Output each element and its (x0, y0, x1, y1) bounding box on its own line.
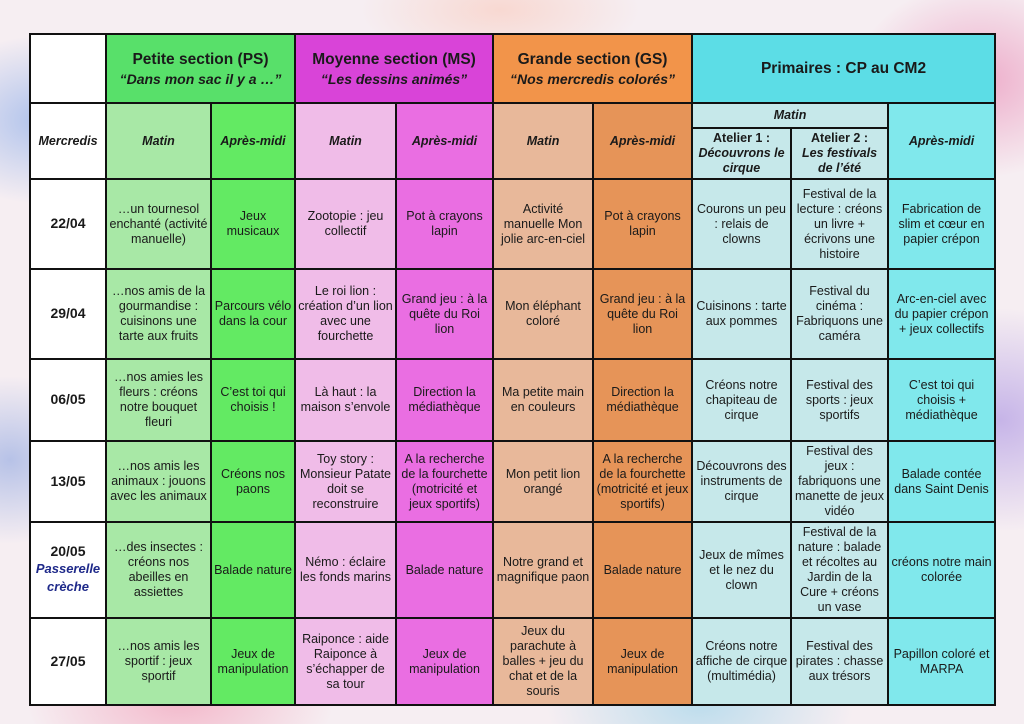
ms-matin-cell: Toy story : Monsieur Patate doit se reconstruire (295, 441, 396, 522)
section-header-row (30, 34, 995, 103)
gs-matin-header: Matin (493, 103, 593, 179)
activity-schedule-table (29, 33, 996, 706)
pr-header (692, 34, 995, 103)
date-label: 22/04 (50, 215, 86, 231)
pr-apres-midi-cell: créons notre main colorée (888, 522, 995, 618)
gs-matin-cell: Ma petite main en couleurs (493, 359, 593, 441)
ps-matin-cell: …nos amies les fleurs : créons notre bouquet fleuri (106, 359, 211, 441)
pr-apres-midi-cell: Arc-en-ciel avec du papier crépon + jeux collectifs (888, 269, 995, 359)
ms-theme: “Les dessins animés” (320, 70, 468, 87)
pr-atelier2-cell: Festival de la nature : balade et récoltes au Jardin de la Cure + créons un vase (791, 522, 888, 618)
subheader-row-1 (30, 103, 995, 128)
date-label: 29/04 (50, 305, 86, 321)
table-row (30, 269, 995, 359)
table-row (30, 522, 995, 618)
atelier1-theme: Découvrons le cirque (698, 146, 785, 175)
ms-apres-midi-cell: Jeux de manipulation (396, 618, 493, 705)
ms-matin-cell: Zootopie : jeu collectif (295, 179, 396, 269)
table-row (30, 441, 995, 522)
pr-apres-midi-cell: Papillon coloré et MARPA (888, 618, 995, 705)
ms-apres-midi-cell: Direction la médiathèque (396, 359, 493, 441)
gs-matin-cell: Mon éléphant coloré (493, 269, 593, 359)
ps-apres-midi-cell: Balade nature (211, 522, 295, 618)
ms-apres-midi-header: Après-midi (396, 103, 493, 179)
gs-apres-midi-cell: Direction la médiathèque (593, 359, 692, 441)
table-row (30, 618, 995, 705)
date-cell (30, 618, 106, 705)
ms-matin-header: Matin (295, 103, 396, 179)
pr-title: Primaires : CP au CM2 (760, 59, 927, 77)
gs-apres-midi-cell: Jeux de manipulation (593, 618, 692, 705)
gs-apres-midi-cell: Pot à crayons lapin (593, 179, 692, 269)
date-label: 06/05 (50, 391, 86, 407)
atelier2-name: Atelier 2 : (811, 131, 868, 145)
atelier2-theme: Les festivals de l’été (801, 146, 878, 175)
gs-title: Grande section (GS) (517, 50, 668, 68)
pr-atelier2-cell: Festival des jeux : fabriquons une manette de jeux vidéo (791, 441, 888, 522)
table-row (30, 179, 995, 269)
pr-atelier1-cell: Découvrons des instruments de cirque (692, 441, 791, 522)
ps-matin-cell: …nos amis les animaux : jouons avec les animaux (106, 441, 211, 522)
gs-apres-midi-cell: A la recherche de la fourchette (motricité et jeux sportifs) (593, 441, 692, 522)
date-label: 20/05 (50, 543, 86, 559)
pr-atelier1-cell: Cuisinons : tarte aux pommes (692, 269, 791, 359)
gs-matin-cell: Notre grand et magnifique paon (493, 522, 593, 618)
table-row (30, 359, 995, 441)
pr-atelier1-cell: Créons notre chapiteau de cirque (692, 359, 791, 441)
ms-title: Moyenne section (MS) (312, 50, 476, 68)
ps-theme: “Dans mon sac il y a …” (119, 70, 282, 87)
ms-matin-cell: Là haut : la maison s’envole (295, 359, 396, 441)
date-cell (30, 359, 106, 441)
pr-apres-midi-cell: Fabrication de slim et cœur en papier crépon (888, 179, 995, 269)
pr-apres-midi-cell: Balade contée dans Saint Denis (888, 441, 995, 522)
date-label: 27/05 (50, 652, 86, 669)
pr-atelier1-cell: Courons un peu : relais de clowns (692, 179, 791, 269)
mercredis-label: Mercredis (30, 103, 106, 179)
passerelle-note: Passerelle crèche (35, 561, 101, 594)
ps-title: Petite section (PS) (132, 50, 269, 68)
ps-apres-midi-cell: C’est toi qui choisis ! (211, 359, 295, 441)
pr-apres-midi-cell: C’est toi qui choisis + médiathèque (888, 359, 995, 441)
gs-matin-cell: Jeux du parachute à balles + jeu du chat et de la souris (493, 618, 593, 705)
ps-apres-midi-cell: Parcours vélo dans la cour (211, 269, 295, 359)
atelier1-name: Atelier 1 : (713, 131, 770, 145)
pr-apres-midi-header: Après-midi (888, 103, 995, 179)
gs-apres-midi-header: Après-midi (593, 103, 692, 179)
atelier1-header (692, 128, 791, 179)
atelier2-header (791, 128, 888, 179)
ms-matin-cell: Le roi lion : création d’un lion avec une fourchette (295, 269, 396, 359)
date-label: 13/05 (50, 472, 86, 489)
ms-matin-cell: Némo : éclaire les fonds marins (295, 522, 396, 618)
date-cell (30, 179, 106, 269)
ps-matin-cell: …des insectes : créons nos abeilles en assiettes (106, 522, 211, 618)
ms-header (295, 34, 493, 103)
gs-apres-midi-cell: Grand jeu : à la quête du Roi lion (593, 269, 692, 359)
ps-matin-cell: …un tournesol enchanté (activité manuelle) (106, 179, 211, 269)
ps-matin-cell: …nos amis les sportif : jeux sportif (106, 618, 211, 705)
ps-matin-header: Matin (106, 103, 211, 179)
gs-apres-midi-cell: Balade nature (593, 522, 692, 618)
pr-matin-header: Matin (692, 103, 888, 128)
corner-cell (30, 34, 106, 103)
pr-atelier2-cell: Festival des pirates : chasse aux trésors (791, 618, 888, 705)
ps-apres-midi-header: Après-midi (211, 103, 295, 179)
gs-theme: “Nos mercredis colorés” (510, 70, 675, 87)
date-cell (30, 441, 106, 522)
ps-header (106, 34, 295, 103)
ms-apres-midi-cell: Grand jeu : à la quête du Roi lion (396, 269, 493, 359)
ms-apres-midi-cell: Balade nature (396, 522, 493, 618)
ms-apres-midi-cell: Pot à crayons lapin (396, 179, 493, 269)
ps-matin-cell: …nos amis de la gourmandise : cuisinons une tarte aux fruits (106, 269, 211, 359)
ps-apres-midi-cell: Créons nos paons (211, 441, 295, 522)
gs-header (493, 34, 692, 103)
pr-atelier1-cell: Jeux de mîmes et le nez du clown (692, 522, 791, 618)
gs-matin-cell: Activité manuelle Mon jolie arc-en-ciel (493, 179, 593, 269)
pr-atelier1-cell: Créons notre affiche de cirque (multimédia) (692, 618, 791, 705)
date-cell (30, 522, 106, 618)
gs-matin-cell: Mon petit lion orangé (493, 441, 593, 522)
ps-apres-midi-cell: Jeux de manipulation (211, 618, 295, 705)
date-cell (30, 269, 106, 359)
ms-apres-midi-cell: A la recherche de la fourchette (motricité et jeux sportifs) (396, 441, 493, 522)
pr-atelier2-cell: Festival de la lecture : créons un livre + écrivons une histoire (791, 179, 888, 269)
ms-matin-cell: Raiponce : aide Raiponce à s’échapper de sa tour (295, 618, 396, 705)
pr-atelier2-cell: Festival du cinéma : Fabriquons une caméra (791, 269, 888, 359)
ps-apres-midi-cell: Jeux musicaux (211, 179, 295, 269)
pr-atelier2-cell: Festival des sports : jeux sportifs (791, 359, 888, 441)
